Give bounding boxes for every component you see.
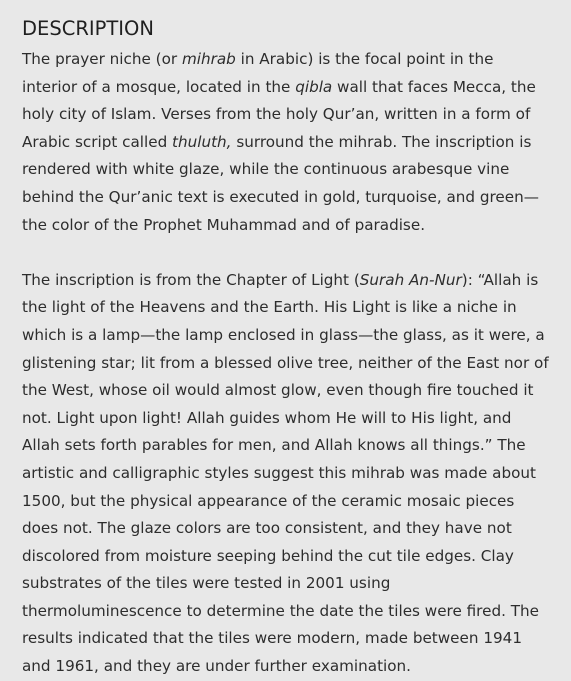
- p1-term-thuluth: thuluth,: [172, 132, 232, 151]
- section-heading: DESCRIPTION: [22, 17, 154, 40]
- p1-text: wall that faces Mecca, the holy city of Islam. Verses from the holy Qur’an, written in a form of Arabic script called: [22, 77, 536, 151]
- description-paragraph-2: [22, 267, 549, 681]
- p1-term-mihrab: mihrab: [181, 50, 236, 68]
- p1-term-qibla: qibla: [295, 77, 333, 96]
- p2-term-surah: Surah An-Nur: [359, 270, 462, 289]
- p1-text: The prayer niche (or: [22, 50, 182, 68]
- description-paragraph-1: [22, 46, 549, 239]
- p2-text: ): “Allah is the light of the Heavens and the Earth. His Light is like a niche in which is a lamp—the lamp enclosed in glass—the glass, as it were, a glistening star; lit from a blessed olive tree, neither of the East nor of the West, whose oil would almost glow, even though fire touched it not. Light upon light! Allah guides whom He will to His light, and Allah sets forth parables for men, and Allah knows all things.” The artistic and calligraphic styles suggest this mihrab was made about 1500, but the physical appearance of the ceramic mosaic pieces does not. The glaze colors are too consistent, and they have not discolored from moisture seeping behind the cut tile edges. Clay substrates of the tiles were tested in 2001 using thermoluminescence to determine the date the tiles were fired. The results indicated that the tiles were modern, made between 1941 and 1961, and they are under further examination.: [22, 270, 549, 676]
- p1-text: surround the mihrab. The inscription is rendered with white glaze, while the continuous arabesque vine behind the Qur’anic text is executed in gold, turquoise, and green—the color of the Prophet Muhammad and of paradise.: [22, 132, 539, 234]
- p2-text: The inscription is from the Chapter of Light (: [22, 270, 360, 289]
- p1-text: in Arabic) is the focal point in the interior of a mosque, located in the: [22, 50, 494, 96]
